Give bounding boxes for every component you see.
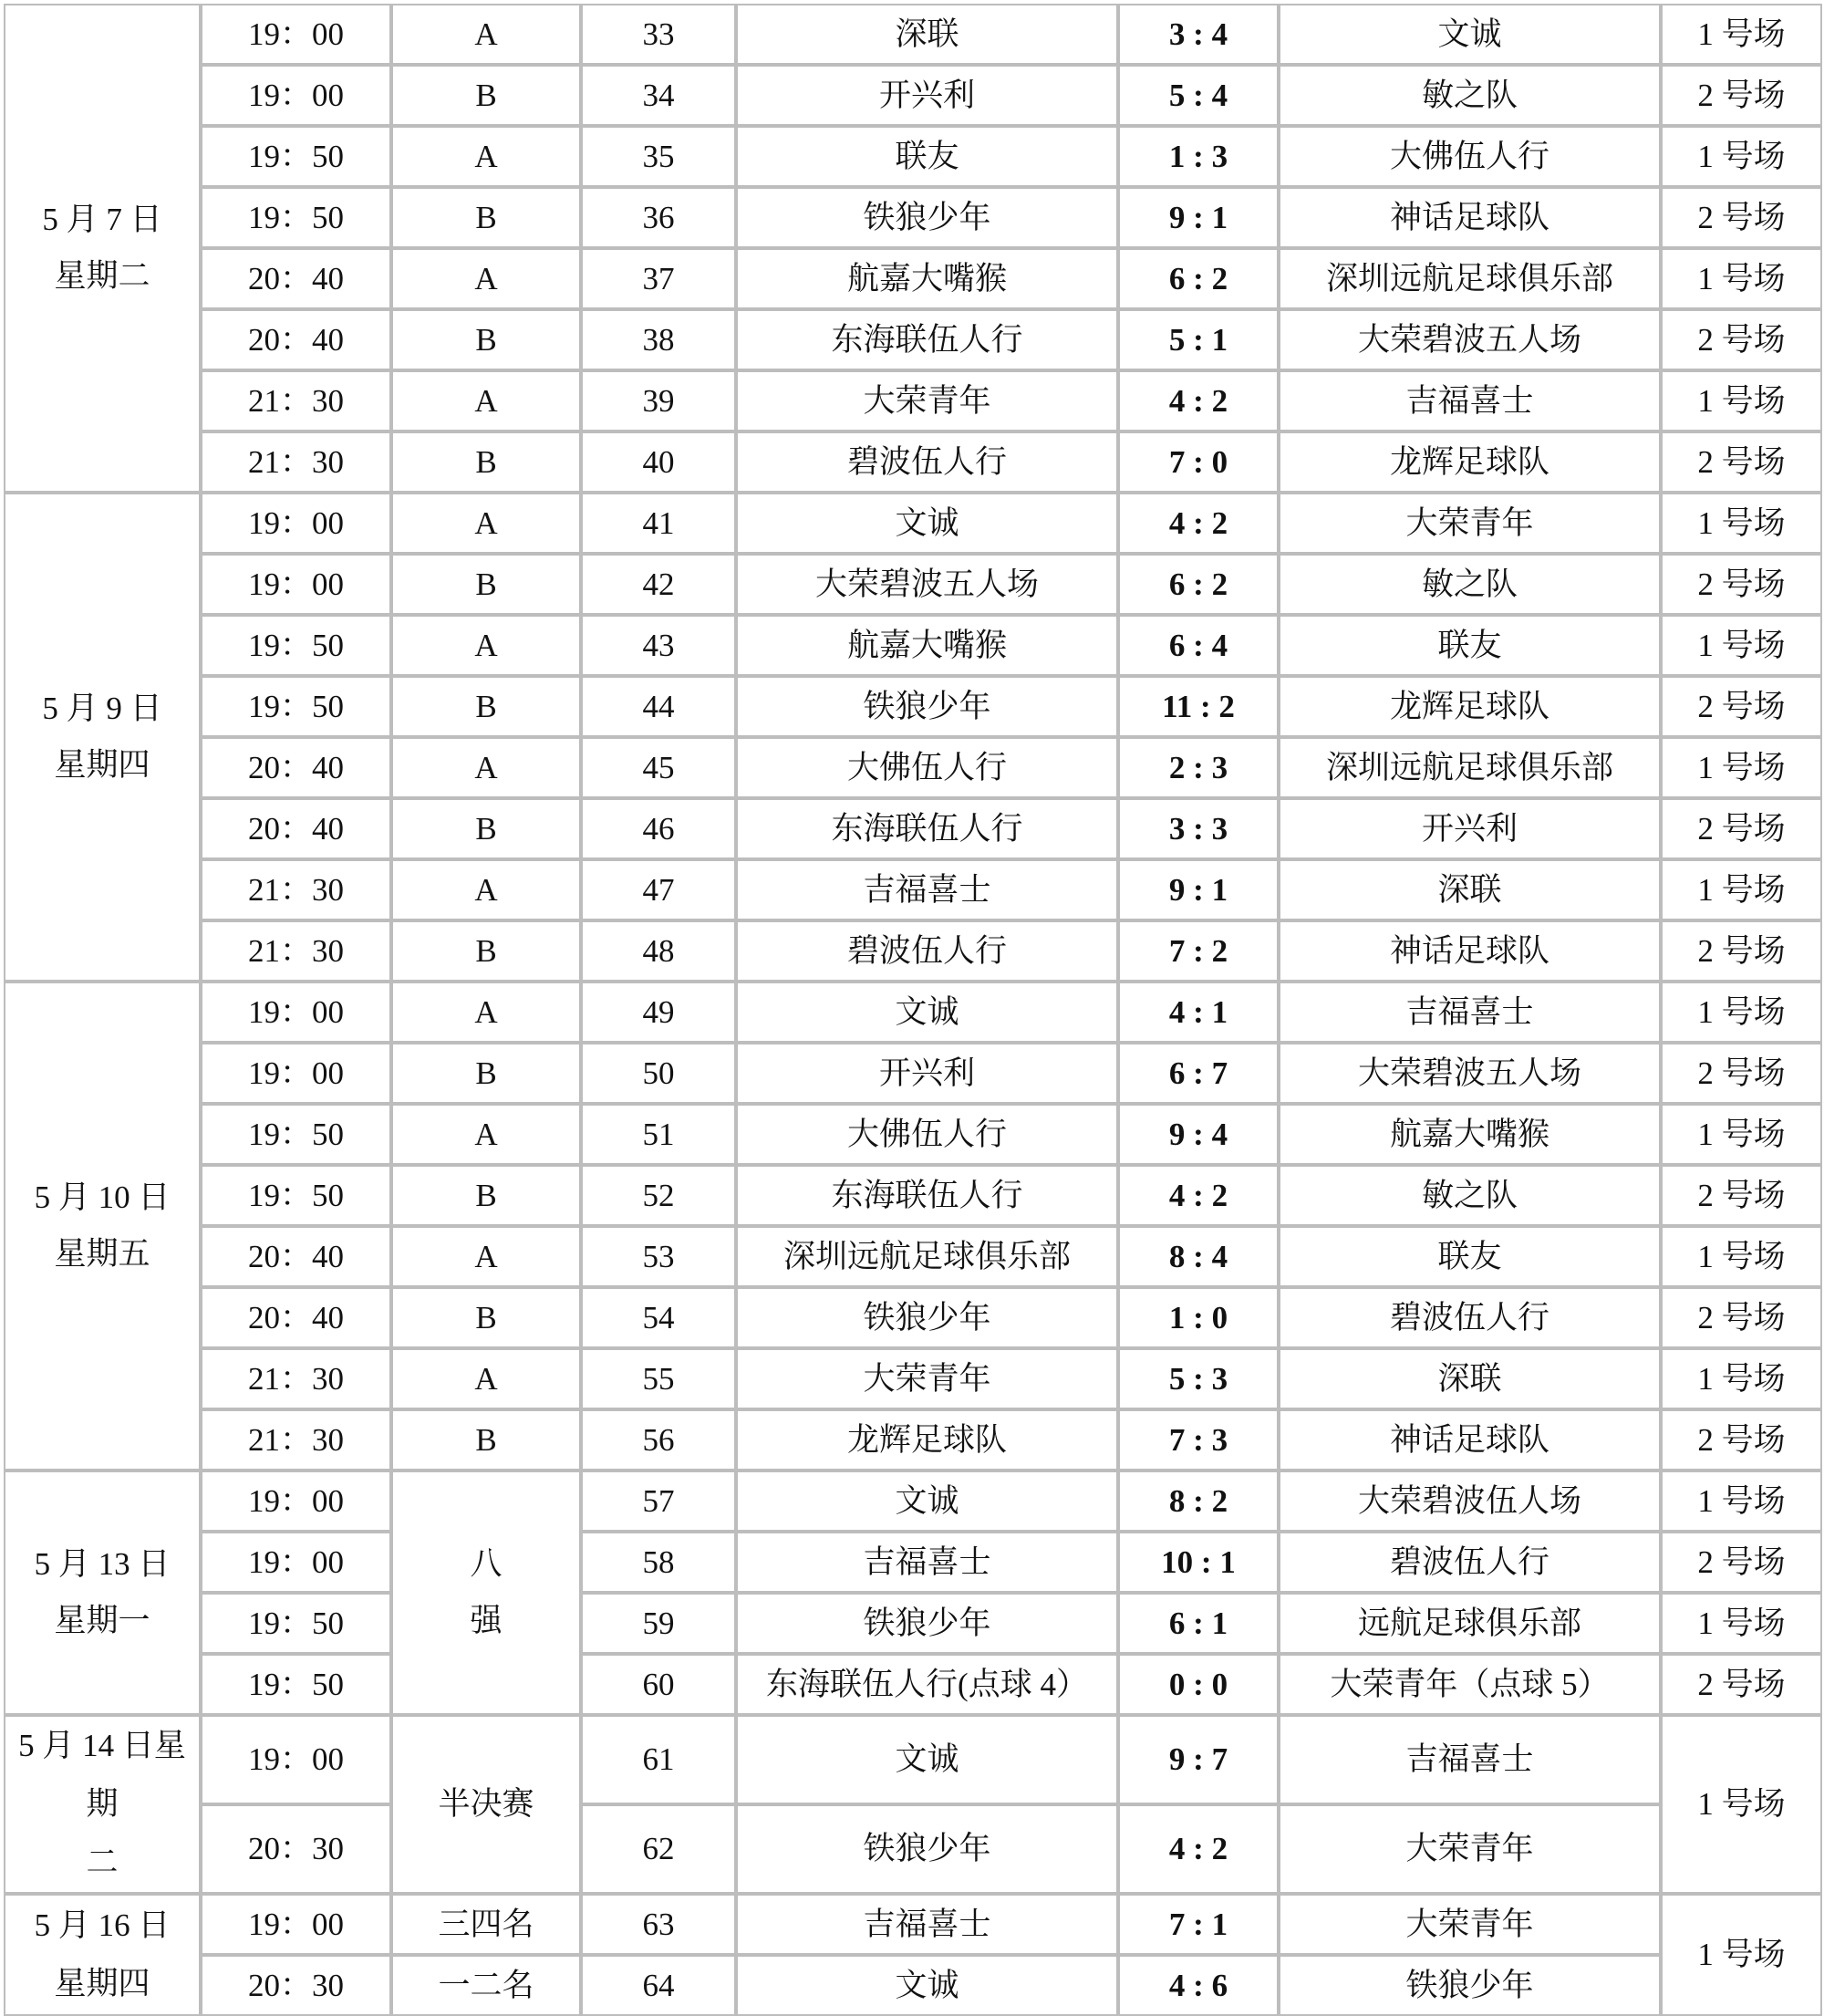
group-cell: B [391, 1287, 581, 1348]
match-number-cell: 41 [581, 493, 736, 554]
field-cell: 2 号场 [1661, 1043, 1822, 1104]
away-team-cell: 神话足球队 [1279, 920, 1661, 982]
match-row [4, 1804, 1822, 1894]
away-team-cell: 深圳远航足球俱乐部 [1279, 737, 1661, 798]
score-cell: 1 : 0 [1118, 1287, 1279, 1348]
time-cell: 19：50 [201, 1165, 391, 1226]
away-team-cell: 龙辉足球队 [1279, 431, 1661, 493]
group-cell: B [391, 920, 581, 982]
score-cell: 4 : 2 [1118, 1804, 1279, 1894]
match-schedule-table [4, 4, 1822, 2016]
time-cell: 19：00 [201, 1715, 391, 1804]
score-cell: 9 : 1 [1118, 859, 1279, 920]
group-cell: B [391, 431, 581, 493]
away-team-cell: 大荣青年 [1279, 1894, 1661, 1955]
field-cell: 1 号场 [1661, 493, 1822, 554]
home-team-cell: 文诚 [736, 982, 1118, 1043]
time-cell: 20：40 [201, 798, 391, 859]
home-team-cell: 开兴利 [736, 65, 1118, 126]
time-cell: 19：50 [201, 187, 391, 248]
away-team-cell: 龙辉足球队 [1279, 676, 1661, 737]
match-row [4, 309, 1822, 370]
match-number-cell: 39 [581, 370, 736, 431]
away-team-cell: 大荣碧波五人场 [1279, 1043, 1661, 1104]
match-number-cell: 58 [581, 1532, 736, 1593]
score-cell: 5 : 4 [1118, 65, 1279, 126]
time-cell: 19：00 [201, 1043, 391, 1104]
match-row [4, 798, 1822, 859]
match-row [4, 1715, 1822, 1804]
away-team-cell: 敏之队 [1279, 65, 1661, 126]
group-cell: B [391, 798, 581, 859]
home-team-cell: 大荣青年 [736, 1348, 1118, 1409]
score-cell: 4 : 2 [1118, 1165, 1279, 1226]
field-cell: 2 号场 [1661, 676, 1822, 737]
away-team-cell: 联友 [1279, 615, 1661, 676]
match-row [4, 1226, 1822, 1287]
match-row [4, 1348, 1822, 1409]
field-cell: 2 号场 [1661, 554, 1822, 615]
home-team-cell: 吉福喜士 [736, 1894, 1118, 1955]
group-cell: A [391, 126, 581, 187]
date-text: 5 月 13 日 [34, 1546, 171, 1582]
stage-text: 八 [470, 1546, 503, 1582]
group-cell: B [391, 554, 581, 615]
score-cell: 9 : 1 [1118, 187, 1279, 248]
home-team-cell: 大荣青年 [736, 370, 1118, 431]
field-cell: 1 号场 [1661, 1593, 1822, 1654]
away-team-cell: 开兴利 [1279, 798, 1661, 859]
field-cell: 2 号场 [1661, 1532, 1822, 1593]
time-cell: 20：30 [201, 1804, 391, 1894]
time-cell: 21：30 [201, 431, 391, 493]
time-cell: 19：00 [201, 493, 391, 554]
match-row [4, 493, 1822, 554]
match-number-cell: 48 [581, 920, 736, 982]
score-cell: 4 : 1 [1118, 982, 1279, 1043]
away-team-cell: 大荣青年 [1279, 1804, 1661, 1894]
date-text: 5 月 7 日 [42, 202, 162, 237]
weekday-text: 星期四 [54, 1966, 150, 2001]
home-team-cell: 联友 [736, 126, 1118, 187]
score-cell: 4 : 2 [1118, 370, 1279, 431]
time-cell: 19：50 [201, 676, 391, 737]
match-row [4, 126, 1822, 187]
group-cell: B [391, 1409, 581, 1470]
field-cell: 1 号场 [1661, 248, 1822, 309]
score-cell: 6 : 1 [1118, 1593, 1279, 1654]
group-cell: A [391, 982, 581, 1043]
field-cell: 1 号场 [1661, 1226, 1822, 1287]
match-number-cell: 50 [581, 1043, 736, 1104]
field-cell: 2 号场 [1661, 65, 1822, 126]
score-cell: 4 : 2 [1118, 493, 1279, 554]
match-row [4, 1470, 1822, 1532]
match-number-cell: 51 [581, 1104, 736, 1165]
group-cell: A [391, 615, 581, 676]
match-number-cell: 53 [581, 1226, 736, 1287]
match-row [4, 676, 1822, 737]
score-cell: 7 : 1 [1118, 1894, 1279, 1955]
match-row [4, 737, 1822, 798]
time-cell: 20：40 [201, 309, 391, 370]
score-cell: 6 : 2 [1118, 554, 1279, 615]
group-cell: A [391, 370, 581, 431]
field-cell: 1 号场 [1661, 126, 1822, 187]
home-team-cell: 文诚 [736, 493, 1118, 554]
score-cell: 6 : 4 [1118, 615, 1279, 676]
home-team-cell: 铁狼少年 [736, 1287, 1118, 1348]
time-cell: 20：40 [201, 1226, 391, 1287]
time-cell: 19：50 [201, 615, 391, 676]
time-cell: 21：30 [201, 1409, 391, 1470]
date-text: 5 月 10 日 [34, 1179, 171, 1215]
match-number-cell: 36 [581, 187, 736, 248]
match-number-cell: 60 [581, 1654, 736, 1715]
match-row [4, 370, 1822, 431]
away-team-cell: 大荣碧波伍人场 [1279, 1470, 1661, 1532]
date-cell [4, 982, 201, 1470]
score-cell: 7 : 2 [1118, 920, 1279, 982]
weekday-text: 星期二 [54, 258, 150, 294]
field-cell: 2 号场 [1661, 431, 1822, 493]
date-text: 5 月 9 日 [42, 691, 162, 726]
match-number-cell: 43 [581, 615, 736, 676]
match-number-cell: 40 [581, 431, 736, 493]
date-cell [4, 4, 201, 493]
score-cell: 3 : 4 [1118, 4, 1279, 65]
away-team-cell: 碧波伍人行 [1279, 1287, 1661, 1348]
time-cell: 19：50 [201, 1593, 391, 1654]
score-cell: 4 : 6 [1118, 1955, 1279, 2016]
time-cell: 19：00 [201, 982, 391, 1043]
group-cell: B [391, 1043, 581, 1104]
score-cell: 10 : 1 [1118, 1532, 1279, 1593]
stage-cell: 三四名 [391, 1894, 581, 1955]
score-cell: 6 : 7 [1118, 1043, 1279, 1104]
match-row [4, 615, 1822, 676]
group-cell: B [391, 676, 581, 737]
match-row [4, 1043, 1822, 1104]
field-cell: 1 号场 [1661, 1470, 1822, 1532]
home-team-cell: 碧波伍人行 [736, 431, 1118, 493]
time-cell: 19：00 [201, 1532, 391, 1593]
match-number-cell: 46 [581, 798, 736, 859]
home-team-cell: 文诚 [736, 1715, 1118, 1804]
match-row [4, 920, 1822, 982]
date-cell [4, 1894, 201, 2016]
home-team-cell: 航嘉大嘴猴 [736, 248, 1118, 309]
time-cell: 19：00 [201, 1894, 391, 1955]
match-row [4, 4, 1822, 65]
home-team-cell: 铁狼少年 [736, 1593, 1118, 1654]
score-cell: 9 : 7 [1118, 1715, 1279, 1804]
match-row [4, 554, 1822, 615]
time-cell: 20：30 [201, 1955, 391, 2016]
match-number-cell: 42 [581, 554, 736, 615]
home-team-cell: 铁狼少年 [736, 676, 1118, 737]
match-row [4, 1104, 1822, 1165]
time-cell: 19：00 [201, 65, 391, 126]
group-cell: B [391, 65, 581, 126]
group-cell: B [391, 309, 581, 370]
away-team-cell: 深联 [1279, 1348, 1661, 1409]
score-cell: 1 : 3 [1118, 126, 1279, 187]
home-team-cell: 铁狼少年 [736, 187, 1118, 248]
field-cell: 2 号场 [1661, 798, 1822, 859]
away-team-cell: 敏之队 [1279, 554, 1661, 615]
group-cell: A [391, 859, 581, 920]
field-cell: 1 号场 [1661, 370, 1822, 431]
score-cell: 5 : 3 [1118, 1348, 1279, 1409]
away-team-cell: 大荣碧波五人场 [1279, 309, 1661, 370]
match-row [4, 859, 1822, 920]
score-cell: 9 : 4 [1118, 1104, 1279, 1165]
home-team-cell: 东海联伍人行(点球 4） [736, 1654, 1118, 1715]
away-team-cell: 碧波伍人行 [1279, 1532, 1661, 1593]
match-row [4, 65, 1822, 126]
match-number-cell: 33 [581, 4, 736, 65]
home-team-cell: 开兴利 [736, 1043, 1118, 1104]
home-team-cell: 文诚 [736, 1470, 1118, 1532]
score-cell: 7 : 0 [1118, 431, 1279, 493]
time-cell: 19：00 [201, 554, 391, 615]
time-cell: 19：00 [201, 4, 391, 65]
field-cell: 1 号场 [1661, 1894, 1822, 2016]
match-row [4, 1593, 1822, 1654]
time-cell: 19：50 [201, 126, 391, 187]
group-cell: A [391, 737, 581, 798]
away-team-cell: 神话足球队 [1279, 187, 1661, 248]
match-number-cell: 38 [581, 309, 736, 370]
time-cell: 21：30 [201, 920, 391, 982]
match-number-cell: 56 [581, 1409, 736, 1470]
away-team-cell: 大荣青年（点球 5） [1279, 1654, 1661, 1715]
field-cell: 2 号场 [1661, 187, 1822, 248]
home-team-cell: 吉福喜士 [736, 859, 1118, 920]
stage-cell: 一二名 [391, 1955, 581, 2016]
score-cell: 0 : 0 [1118, 1654, 1279, 1715]
score-cell: 2 : 3 [1118, 737, 1279, 798]
away-team-cell: 联友 [1279, 1226, 1661, 1287]
away-team-cell: 铁狼少年 [1279, 1955, 1661, 2016]
score-cell: 8 : 2 [1118, 1470, 1279, 1532]
field-cell: 2 号场 [1661, 1654, 1822, 1715]
home-team-cell: 碧波伍人行 [736, 920, 1118, 982]
weekday-text: 星期一 [54, 1603, 150, 1638]
field-cell: 1 号场 [1661, 4, 1822, 65]
score-cell: 3 : 3 [1118, 798, 1279, 859]
home-team-cell: 铁狼少年 [736, 1804, 1118, 1894]
field-cell: 1 号场 [1661, 737, 1822, 798]
match-row [4, 1409, 1822, 1470]
away-team-cell: 大佛伍人行 [1279, 126, 1661, 187]
field-cell: 2 号场 [1661, 1409, 1822, 1470]
date-text: 5 月 16 日 [34, 1907, 171, 1943]
match-number-cell: 62 [581, 1804, 736, 1894]
date-cell [4, 493, 201, 982]
field-cell: 1 号场 [1661, 859, 1822, 920]
match-row [4, 1894, 1822, 1955]
match-number-cell: 61 [581, 1715, 736, 1804]
home-team-cell: 大荣碧波五人场 [736, 554, 1118, 615]
match-number-cell: 37 [581, 248, 736, 309]
home-team-cell: 大佛伍人行 [736, 1104, 1118, 1165]
away-team-cell: 吉福喜士 [1279, 982, 1661, 1043]
field-cell: 1 号场 [1661, 1104, 1822, 1165]
stage-cell: 半决赛 [391, 1715, 581, 1894]
match-number-cell: 64 [581, 1955, 736, 2016]
score-cell: 6 : 2 [1118, 248, 1279, 309]
away-team-cell: 深联 [1279, 859, 1661, 920]
match-row [4, 982, 1822, 1043]
home-team-cell: 大佛伍人行 [736, 737, 1118, 798]
away-team-cell: 航嘉大嘴猴 [1279, 1104, 1661, 1165]
score-cell: 11 : 2 [1118, 676, 1279, 737]
weekday-text: 星期四 [54, 747, 150, 783]
match-number-cell: 59 [581, 1593, 736, 1654]
weekday-text: 星期五 [54, 1236, 150, 1272]
home-team-cell: 吉福喜士 [736, 1532, 1118, 1593]
field-cell: 1 号场 [1661, 1348, 1822, 1409]
match-row [4, 1165, 1822, 1226]
home-team-cell: 东海联伍人行 [736, 1165, 1118, 1226]
group-cell: A [391, 4, 581, 65]
group-cell: B [391, 1165, 581, 1226]
group-cell: A [391, 493, 581, 554]
match-number-cell: 45 [581, 737, 736, 798]
field-cell: 2 号场 [1661, 920, 1822, 982]
time-cell: 19：50 [201, 1654, 391, 1715]
time-cell: 21：30 [201, 370, 391, 431]
match-number-cell: 57 [581, 1470, 736, 1532]
date-cell [4, 1470, 201, 1715]
group-cell: B [391, 187, 581, 248]
match-number-cell: 49 [581, 982, 736, 1043]
away-team-cell: 文诚 [1279, 4, 1661, 65]
home-team-cell: 文诚 [736, 1955, 1118, 2016]
home-team-cell: 深联 [736, 4, 1118, 65]
time-cell: 20：40 [201, 248, 391, 309]
match-row [4, 1654, 1822, 1715]
field-cell: 1 号场 [1661, 982, 1822, 1043]
away-team-cell: 大荣青年 [1279, 493, 1661, 554]
home-team-cell: 深圳远航足球俱乐部 [736, 1226, 1118, 1287]
match-number-cell: 54 [581, 1287, 736, 1348]
score-cell: 7 : 3 [1118, 1409, 1279, 1470]
match-row [4, 431, 1822, 493]
match-number-cell: 47 [581, 859, 736, 920]
home-team-cell: 龙辉足球队 [736, 1409, 1118, 1470]
date-text: 5 月 14 日星期 [18, 1728, 186, 1822]
away-team-cell: 吉福喜士 [1279, 370, 1661, 431]
match-number-cell: 34 [581, 65, 736, 126]
time-cell: 19：50 [201, 1104, 391, 1165]
stage-text: 强 [470, 1603, 503, 1638]
away-team-cell: 敏之队 [1279, 1165, 1661, 1226]
field-cell: 2 号场 [1661, 309, 1822, 370]
match-row [4, 187, 1822, 248]
stage-cell [391, 1470, 581, 1715]
time-cell: 19：00 [201, 1470, 391, 1532]
away-team-cell: 吉福喜士 [1279, 1715, 1661, 1804]
score-cell: 5 : 1 [1118, 309, 1279, 370]
date-cell [4, 1715, 201, 1894]
match-number-cell: 52 [581, 1165, 736, 1226]
match-row [4, 1532, 1822, 1593]
match-number-cell: 55 [581, 1348, 736, 1409]
field-cell: 2 号场 [1661, 1287, 1822, 1348]
score-cell: 8 : 4 [1118, 1226, 1279, 1287]
match-number-cell: 44 [581, 676, 736, 737]
away-team-cell: 深圳远航足球俱乐部 [1279, 248, 1661, 309]
home-team-cell: 航嘉大嘴猴 [736, 615, 1118, 676]
match-number-cell: 35 [581, 126, 736, 187]
time-cell: 20：40 [201, 737, 391, 798]
field-cell: 2 号场 [1661, 1165, 1822, 1226]
time-cell: 21：30 [201, 1348, 391, 1409]
group-cell: A [391, 1348, 581, 1409]
time-cell: 21：30 [201, 859, 391, 920]
time-cell: 20：40 [201, 1287, 391, 1348]
group-cell: A [391, 248, 581, 309]
weekday-text: 二 [86, 1845, 119, 1880]
field-cell: 1 号场 [1661, 615, 1822, 676]
field-cell: 1 号场 [1661, 1715, 1822, 1894]
match-row [4, 248, 1822, 309]
away-team-cell: 远航足球俱乐部 [1279, 1593, 1661, 1654]
home-team-cell: 东海联伍人行 [736, 798, 1118, 859]
group-cell: A [391, 1104, 581, 1165]
home-team-cell: 东海联伍人行 [736, 309, 1118, 370]
away-team-cell: 神话足球队 [1279, 1409, 1661, 1470]
match-row [4, 1287, 1822, 1348]
group-cell: A [391, 1226, 581, 1287]
match-number-cell: 63 [581, 1894, 736, 1955]
match-row [4, 1955, 1822, 2016]
